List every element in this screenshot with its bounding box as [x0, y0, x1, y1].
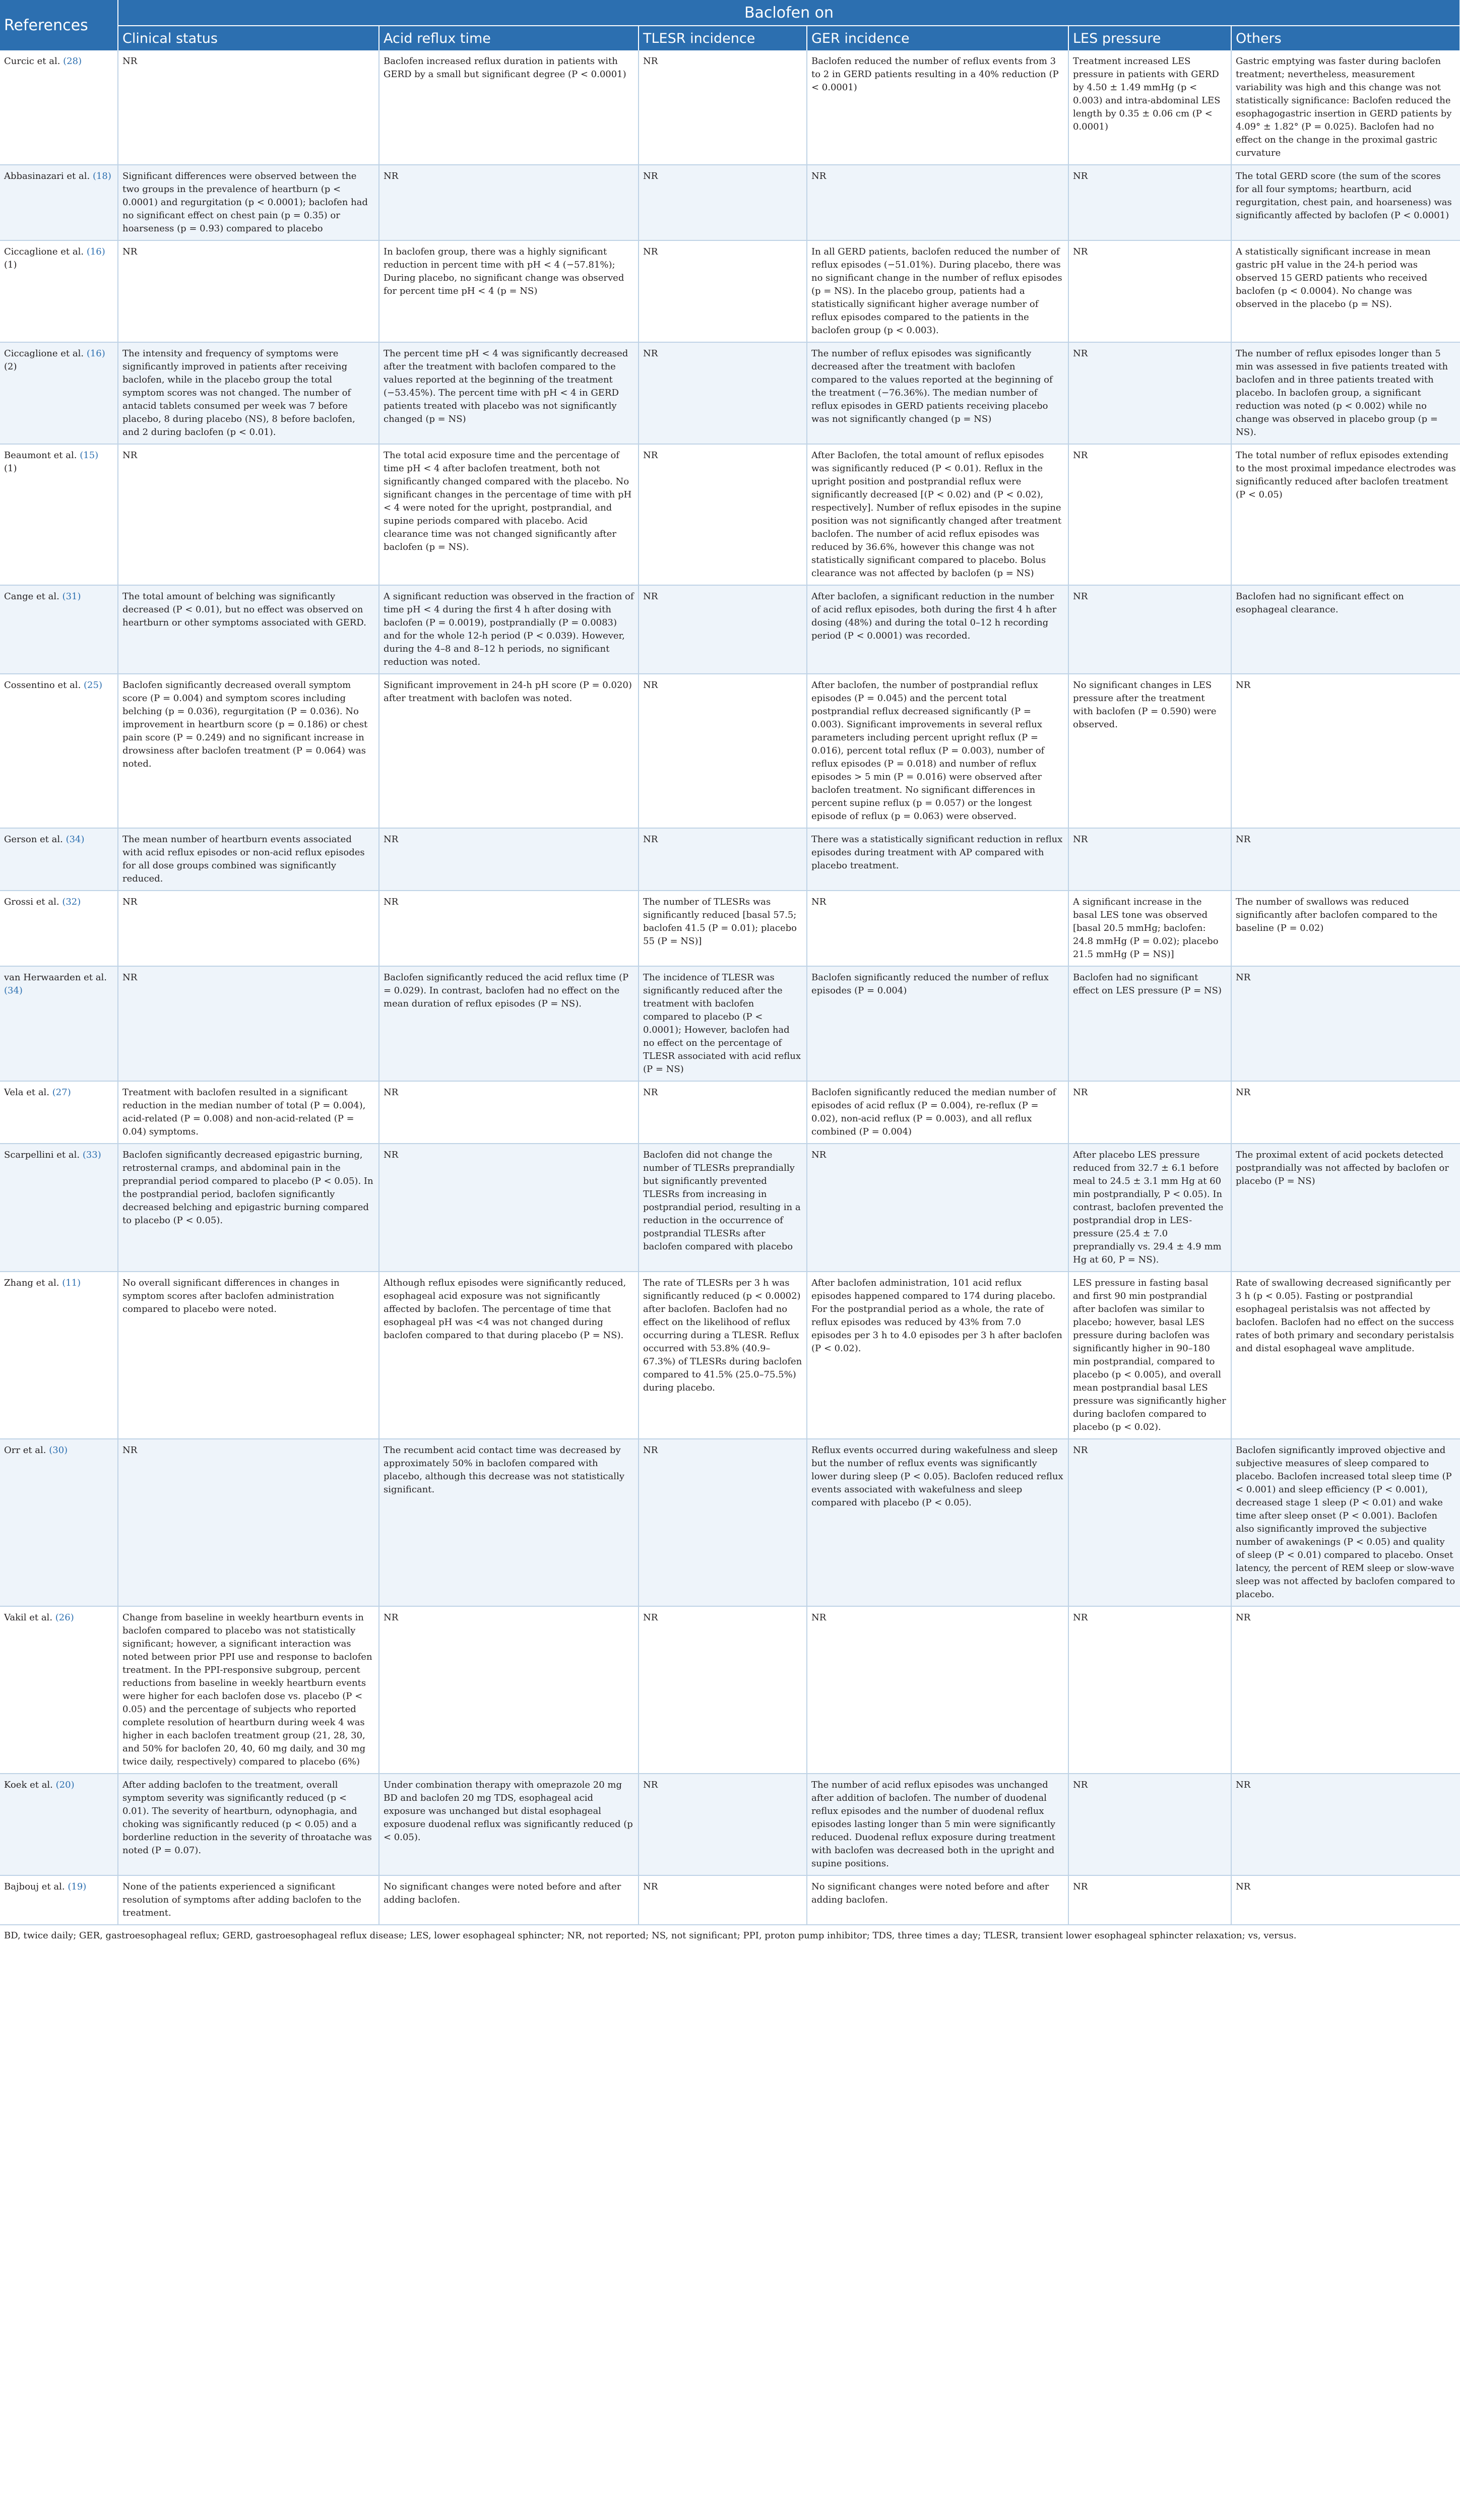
cell-acid-reflux-time: A significant reduction was observed in the fraction of time pH < 4 during the first 4 h after dosing with baclofen (P = 0.0019), postprandially (P = 0.0083) and for the whole 12-h period (P < 0.039). However, during the 4–8 and 8–12 h periods, no significant reduction was noted. [379, 585, 639, 674]
reference-citation-link[interactable]: (19) [68, 1881, 87, 1892]
cell-tlesr-incidence: NR [639, 1606, 807, 1774]
reference-citation-link[interactable]: (16) [86, 246, 105, 257]
reference-citation-link[interactable]: (25) [84, 680, 102, 690]
reference-citation-link[interactable]: (27) [52, 1087, 71, 1098]
cell-clinical-status: NR [118, 50, 379, 165]
cell-ger-incidence: The number of reflux episodes was significantly decreased after the treatment with baclofen compared to the values reported at the beginning of the treatment (−76.36%). The median number of reflux episodes in GERD patients receiving placebo was not significantly changed (p = NS) [807, 342, 1068, 444]
reference-cell [0, 240, 118, 342]
cell-others: A statistically significant increase in mean gastric pH value in the 24-h period was observed 15 GERD patients who received baclofen (p < 0.0004). No change was observed in the placebo (p = NS). [1231, 240, 1460, 342]
reference-author: Grossi et al. [4, 897, 59, 907]
reference-author: Abbasinazari et al. [4, 171, 90, 181]
reference-cell [0, 50, 118, 165]
table-row [0, 891, 1460, 966]
cell-clinical-status: The total amount of belching was significantly decreased (P < 0.01), but no effect was observed on heartburn or other symptoms associated with GERD. [118, 585, 379, 674]
column-header-les-pressure: LES pressure [1068, 26, 1231, 50]
column-header-clinical-status: Clinical status [118, 26, 379, 50]
cell-les-pressure: NR [1068, 240, 1231, 342]
cell-tlesr-incidence: NR [639, 1875, 807, 1925]
reference-author: Ciccaglione et al. [4, 246, 84, 257]
cell-ger-incidence: Baclofen significantly reduced the number of reflux episodes (P = 0.004) [807, 966, 1068, 1081]
cell-acid-reflux-time: NR [379, 1081, 639, 1144]
reference-cell [0, 1081, 118, 1144]
cell-tlesr-incidence: NR [639, 50, 807, 165]
cell-tlesr-incidence: The number of TLESRs was significantly reduced [basal 57.5; baclofen 41.5 (P = 0.01); placebo 55 (P = NS)] [639, 891, 807, 966]
cell-others: Baclofen significantly improved objective and subjective measures of sleep compared to placebo. Baclofen increased total sleep time (P < 0.001) and sleep efficiency (P < 0.001), decreased stage 1 sleep (P < 0.01) and wake time after sleep onset (P < 0.001). Baclofen also significantly improved the subjective number of awakenings (P < 0.05) and quality of sleep (P < 0.01) compared to placebo. Onset latency, the percent of REM sleep or slow-wave sleep was not affected by baclofen compared to placebo. [1231, 1439, 1460, 1606]
cell-tlesr-incidence: NR [639, 165, 807, 240]
cell-acid-reflux-time: Baclofen significantly reduced the acid reflux time (P = 0.029). In contrast, baclofen had no effect on the mean duration of reflux episodes (P = NS). [379, 966, 639, 1081]
cell-ger-incidence: In all GERD patients, baclofen reduced the number of reflux episodes (−51.01%). During placebo, there was no significant change in the number of reflux episodes (p = NS). In the placebo group, patients had a statistically significant higher average number of reflux episodes compared to the patients in the baclofen group (p < 0.003). [807, 240, 1068, 342]
reference-citation-link[interactable]: (32) [62, 897, 81, 907]
reference-citation-link[interactable]: (30) [49, 1445, 68, 1456]
reference-author: Gerson et al. [4, 834, 63, 845]
reference-citation-link[interactable]: (20) [55, 1780, 75, 1790]
cell-others: NR [1231, 966, 1460, 1081]
reference-citation-link[interactable]: (16) [86, 348, 105, 359]
cell-acid-reflux-time: Baclofen increased reflux duration in patients with GERD by a small but significant degree (P < 0.0001) [379, 50, 639, 165]
cell-others: NR [1231, 1606, 1460, 1774]
cell-tlesr-incidence: NR [639, 1081, 807, 1144]
cell-acid-reflux-time: NR [379, 828, 639, 891]
reference-citation-link[interactable]: (26) [55, 1612, 74, 1623]
cell-acid-reflux-time: The total acid exposure time and the percentage of time pH < 4 after baclofen treatment, both not significantly changed compared with the placebo. No significant changes in the percentage of time with pH < 4 were noted for the upright, postprandial, and supine periods compared with placebo. Acid clearance time was not changed significantly after baclofen (p = NS). [379, 444, 639, 585]
table-row [0, 342, 1460, 444]
cell-others: NR [1231, 1774, 1460, 1875]
table-row [0, 165, 1460, 240]
cell-acid-reflux-time: Under combination therapy with omeprazole 20 mg BD and baclofen 20 mg TDS, esophageal acid exposure was unchanged but distal esophageal exposure duodenal reflux was significantly reduced (p < 0.05). [379, 1774, 639, 1875]
cell-les-pressure: NR [1068, 1875, 1231, 1925]
cell-clinical-status: None of the patients experienced a significant resolution of symptoms after adding baclofen to the treatment. [118, 1875, 379, 1925]
cell-clinical-status: No overall significant differences in changes in symptom scores after baclofen administration compared to placebo were noted. [118, 1272, 379, 1439]
cell-clinical-status: Significant differences were observed between the two groups in the prevalence of heartburn (p < 0.0001) and regurgitation (p < 0.0001); baclofen had no significant effect on chest pain (p = 0.35) or hoarseness (p = 0.93) compared to placebo [118, 165, 379, 240]
reference-suffix: (1) [4, 463, 17, 474]
cell-acid-reflux-time: In baclofen group, there was a highly significant reduction in percent time with pH < 4 (−57.81%); During placebo, no significant change was observed for percent time pH < 4 (p = NS) [379, 240, 639, 342]
column-header-references: References [0, 0, 118, 50]
cell-ger-incidence: NR [807, 891, 1068, 966]
cell-others: The number of reflux episodes longer than 5 min was assessed in five patients treated with baclofen and in three patients treated with placebo. In baclofen group, a significant reduction was noted (p < 0.002) while no change was observed in placebo group (p = NS). [1231, 342, 1460, 444]
cell-ger-incidence: After baclofen, a significant reduction in the number of acid reflux episodes, both during the first 4 h after dosing (48%) and during the total 0–12 h recording period (P < 0.0001) was recorded. [807, 585, 1068, 674]
table-row [0, 585, 1460, 674]
table-row [0, 1774, 1460, 1875]
cell-clinical-status: Change from baseline in weekly heartburn events in baclofen compared to placebo was not statistically significant; however, a significant interaction was noted between prior PPI use and response to baclofen treatment. In the PPI-responsive subgroup, percent reductions from baseline in weekly heartburn events were higher for each baclofen dose vs. placebo (P < 0.05) and the percentage of subjects who reported complete resolution of heartburn during week 4 was higher in each baclofen treatment group (21, 28, 30, and 50% for baclofen 20, 40, 60 mg daily, and 30 mg twice daily, respectively) compared to placebo (6%) [118, 1606, 379, 1774]
reference-author: van Herwaarden et al. [4, 972, 107, 983]
table-row [0, 240, 1460, 342]
cell-others: The number of swallows was reduced significantly after baclofen compared to the baseline (P = 0.02) [1231, 891, 1460, 966]
cell-tlesr-incidence: NR [639, 585, 807, 674]
cell-ger-incidence: Reflux events occurred during wakefulness and sleep but the number of reflux events was significantly lower during sleep (P < 0.05). Baclofen reduced reflux events associated with wakefulness and sleep compared with placebo (P < 0.05). [807, 1439, 1068, 1606]
reference-citation-link[interactable]: (15) [80, 450, 99, 461]
cell-ger-incidence: Baclofen reduced the number of reflux events from 3 to 2 in GERD patients resulting in a 40% reduction (P < 0.0001) [807, 50, 1068, 165]
table-header [0, 0, 1460, 50]
cell-others: The total GERD score (the sum of the scores for all four symptoms; heartburn, acid regurgitation, chest pain, and hoarseness) was significantly affected by baclofen (P < 0.0001) [1231, 165, 1460, 240]
cell-tlesr-incidence: Baclofen did not change the number of TLESRs preprandially but significantly prevented TLESRs from increasing in postprandial period, resulting in a reduction in the occurrence of postprandial TLESRs after baclofen compared with placebo [639, 1144, 807, 1272]
cell-les-pressure: NR [1068, 165, 1231, 240]
cell-tlesr-incidence: NR [639, 342, 807, 444]
cell-tlesr-incidence: NR [639, 1439, 807, 1606]
cell-tlesr-incidence: The incidence of TLESR was significantly reduced after the treatment with baclofen compared to placebo (P < 0.0001); However, baclofen had no effect on the percentage of TLESR associated with acid reflux (P = NS) [639, 966, 807, 1081]
reference-citation-link[interactable]: (11) [62, 1278, 81, 1288]
cell-others: NR [1231, 828, 1460, 891]
reference-author: Bajbouj et al. [4, 1881, 65, 1892]
cell-les-pressure: NR [1068, 1774, 1231, 1875]
cell-acid-reflux-time: The recumbent acid contact time was decreased by approximately 50% in baclofen compared with placebo, although this decrease was not statistically significant. [379, 1439, 639, 1606]
cell-others: NR [1231, 1081, 1460, 1144]
cell-clinical-status: NR [118, 966, 379, 1081]
reference-author: Curcic et al. [4, 56, 60, 67]
cell-acid-reflux-time: NR [379, 891, 639, 966]
cell-ger-incidence: After baclofen administration, 101 acid reflux episodes happened compared to 174 during placebo. For the postprandial period as a whole, the rate of reflux episodes was reduced by 43% from 7.0 episodes per 3 h to 4.0 episodes per 3 h after baclofen (P < 0.02). [807, 1272, 1068, 1439]
reference-cell [0, 585, 118, 674]
cell-les-pressure: NR [1068, 1439, 1231, 1606]
cell-ger-incidence: NR [807, 1144, 1068, 1272]
reference-citation-link[interactable]: (34) [66, 834, 85, 845]
cell-others: NR [1231, 1875, 1460, 1925]
cell-acid-reflux-time: NR [379, 1144, 639, 1272]
reference-cell [0, 1144, 118, 1272]
cell-ger-incidence: NR [807, 1606, 1068, 1774]
table-row [0, 1144, 1460, 1272]
cell-others: Gastric emptying was faster during baclofen treatment; nevertheless, measurement variability was high and this change was not statistically significance: Baclofen reduced the esophagogastric insertion in GERD patients by 4.09° ± 1.82° (P = 0.025). Baclofen had no effect on the change in the proximal gastric curvature [1231, 50, 1460, 165]
cell-clinical-status: The mean number of heartburn events associated with acid reflux episodes or non-acid reflux episodes for all dose groups combined was significantly reduced. [118, 828, 379, 891]
cell-others: Baclofen had no significant effect on esophageal clearance. [1231, 585, 1460, 674]
reference-author: Scarpellini et al. [4, 1150, 80, 1160]
reference-author: Beaumont et al. [4, 450, 77, 461]
cell-les-pressure: LES pressure in fasting basal and first 90 min postprandial after baclofen was similar to placebo; however, basal LES pressure during baclofen was significantly higher in 90–180 min postprandial, compared to placebo (p < 0.005), and overall mean postprandial basal LES pressure was significantly higher during baclofen compared to placebo (p < 0.02). [1068, 1272, 1231, 1439]
reference-cell [0, 966, 118, 1081]
cell-others: Rate of swallowing decreased significantly per 3 h (p < 0.05). Fasting or postprandial esophageal peristalsis was not affected by baclofen. Baclofen had no effect on the success rates of both primary and secondary peristalsis and distal esophageal wave amplitude. [1231, 1272, 1460, 1439]
column-header-ger-incidence: GER incidence [807, 26, 1068, 50]
cell-others: The proximal extent of acid pockets detected postprandially was not affected by baclofen or placebo (P = NS) [1231, 1144, 1460, 1272]
cell-ger-incidence: There was a statistically significant reduction in reflux episodes during treatment with AP compared with placebo treatment. [807, 828, 1068, 891]
table-row [0, 828, 1460, 891]
reference-cell [0, 165, 118, 240]
cell-les-pressure: No significant changes in LES pressure after the treatment with baclofen (P = 0.590) were observed. [1068, 674, 1231, 828]
cell-tlesr-incidence: NR [639, 240, 807, 342]
table-row [0, 444, 1460, 585]
reference-author: Koek et al. [4, 1780, 53, 1790]
cell-clinical-status: NR [118, 891, 379, 966]
cell-ger-incidence: NR [807, 165, 1068, 240]
reference-cell [0, 891, 118, 966]
cell-les-pressure: NR [1068, 1606, 1231, 1774]
cell-ger-incidence: The number of acid reflux episodes was unchanged after addition of baclofen. The number of duodenal reflux episodes and the number of duodenal reflux episodes lasting longer than 5 min were significantly reduced. Duodenal reflux exposure during treatment with baclofen was decreased both in the upright and supine positions. [807, 1774, 1068, 1875]
cell-les-pressure: NR [1068, 828, 1231, 891]
reference-author: Zhang et al. [4, 1278, 59, 1288]
reference-citation-link[interactable]: (18) [92, 171, 111, 181]
reference-author: Vela et al. [4, 1087, 50, 1098]
reference-cell [0, 342, 118, 444]
cell-others: The total number of reflux episodes extending to the most proximal impedance electrodes was significantly reduced after baclofen treatment (P < 0.05) [1231, 444, 1460, 585]
cell-ger-incidence: After Baclofen, the total amount of reflux episodes was significantly reduced (P < 0.01). Reflux in the upright position and postprandial reflux were significantly decreased [(P < 0.02) and (P < 0.02), respectively]. Number of reflux episodes in the supine position was not significantly changed after treatment baclofen. The number of acid reflux episodes was reduced by 36.6%, however this change was not statistically significant compared to placebo. Bolus clearance was not affected by baclofen (p = NS) [807, 444, 1068, 585]
cell-acid-reflux-time: NR [379, 1606, 639, 1774]
cell-acid-reflux-time: NR [379, 165, 639, 240]
table-row [0, 50, 1460, 165]
reference-author: Ciccaglione et al. [4, 348, 84, 359]
cell-les-pressure: NR [1068, 585, 1231, 674]
group-header-baclofen-on: Baclofen on [118, 0, 1460, 26]
cell-tlesr-incidence: NR [639, 444, 807, 585]
reference-cell [0, 828, 118, 891]
column-header-others: Others [1231, 26, 1460, 50]
reference-suffix: (1) [4, 260, 17, 270]
cell-clinical-status: Treatment with baclofen resulted in a significant reduction in the median number of total (P = 0.004), acid-related (P = 0.008) and non-acid-related (P = 0.04) symptoms. [118, 1081, 379, 1144]
table-row [0, 1875, 1460, 1925]
reference-cell [0, 1606, 118, 1774]
reference-author: Cange et al. [4, 591, 59, 602]
cell-clinical-status: Baclofen significantly decreased overall symptom score (P = 0.004) and symptom scores including belching (p = 0.036), regurgitation (P = 0.036). No improvement in heartburn score (p = 0.186) or chest pain score (P = 0.249) and no significant increase in drowsiness after baclofen treatment (P = 0.064) was noted. [118, 674, 379, 828]
cell-les-pressure: After placebo LES pressure reduced from 32.7 ± 6.1 before meal to 24.5 ± 3.1 mm Hg at 60 min postprandially, P < 0.05). In contrast, baclofen prevented the postprandial drop in LES-pressure (25.4 ± 7.0 preprandially vs. 29.4 ± 4.9 mm Hg at 60, P = NS). [1068, 1144, 1231, 1272]
table-row [0, 966, 1460, 1081]
cell-tlesr-incidence: NR [639, 674, 807, 828]
reference-citation-link[interactable]: (28) [63, 56, 82, 67]
cell-les-pressure: NR [1068, 444, 1231, 585]
reference-citation-link[interactable]: (31) [62, 591, 81, 602]
reference-author: Cossentino et al. [4, 680, 81, 690]
reference-cell [0, 444, 118, 585]
table-row [0, 1439, 1460, 1606]
cell-les-pressure: A significant increase in the basal LES tone was observed [basal 20.5 mmHg; baclofen: 24.8 mmHg (P = 0.02); placebo 21.5 mmHg (P = NS)] [1068, 891, 1231, 966]
cell-tlesr-incidence: NR [639, 828, 807, 891]
cell-clinical-status: Baclofen significantly decreased epigastric burning, retrosternal cramps, and abdominal pain in the preprandial period compared to placebo (P < 0.05). In the postprandial period, baclofen significantly decreased belching and epigastric burning compared to placebo (P < 0.05). [118, 1144, 379, 1272]
cell-clinical-status: The intensity and frequency of symptoms were significantly improved in patients after receiving baclofen, while in the placebo group the total symptom scores was not changed. The number of antacid tablets consumed per week was 7 before placebo, 8 during placebo (NS), 8 before baclofen, and 2 during baclofen (p < 0.01). [118, 342, 379, 444]
cell-tlesr-incidence: The rate of TLESRs per 3 h was significantly reduced (p < 0.0002) after baclofen. Baclofen had no effect on the likelihood of reflux occurring during a TLESR. Reflux occurred with 53.8% (40.9–67.3%) of TLESRs during baclofen compared to 41.5% (25.0–75.5%) during placebo. [639, 1272, 807, 1439]
table-row [0, 674, 1460, 828]
table-row [0, 1081, 1460, 1144]
cell-les-pressure: NR [1068, 342, 1231, 444]
cell-clinical-status: NR [118, 240, 379, 342]
table-body [0, 50, 1460, 1925]
reference-citation-link[interactable]: (34) [4, 985, 23, 996]
cell-acid-reflux-time: Significant improvement in 24-h pH score (P = 0.020) after treatment with baclofen was noted. [379, 674, 639, 828]
cell-ger-incidence: Baclofen significantly reduced the median number of episodes of acid reflux (P = 0.004), re-reflux (P = 0.02), non-acid reflux (P = 0.003), and all reflux combined (P = 0.004) [807, 1081, 1068, 1144]
table-row [0, 1272, 1460, 1439]
column-header-tlesr-incidence: TLESR incidence [639, 26, 807, 50]
reference-cell [0, 1439, 118, 1606]
cell-acid-reflux-time: The percent time pH < 4 was significantly decreased after the treatment with baclofen compared to the values reported at the beginning of the treatment (−53.45%). The percent time with pH < 4 in GERD patients treated with placebo was not significantly changed (p = NS) [379, 342, 639, 444]
cell-others: NR [1231, 674, 1460, 828]
reference-author: Vakil et al. [4, 1612, 53, 1623]
cell-acid-reflux-time: No significant changes were noted before and after adding baclofen. [379, 1875, 639, 1925]
cell-clinical-status: After adding baclofen to the treatment, overall symptom severity was significantly reduced (p < 0.01). The severity of heartburn, odynophagia, and choking was significantly reduced (p < 0.05) and a borderline reduction in the severity of throatache was noted (P = 0.07). [118, 1774, 379, 1875]
cell-les-pressure: NR [1068, 1081, 1231, 1144]
reference-suffix: (2) [4, 361, 17, 372]
cell-acid-reflux-time: Although reflux episodes were significantly reduced, esophageal acid exposure was not significantly affected by baclofen. The percentage of time that esophageal pH was <4 was not changed during baclofen compared to that during placebo (P = NS). [379, 1272, 639, 1439]
cell-ger-incidence: After baclofen, the number of postprandial reflux episodes (P = 0.045) and the percent total postprandial reflux decreased significantly (P = 0.003). Significant improvements in several reflux parameters including percent upright reflux (P = 0.016), percent total reflux (P = 0.003), number of reflux episodes (P = 0.018) and number of reflux episodes > 5 min (P = 0.016) were observed after baclofen treatment. No significant differences in percent supine reflux (p = 0.057) or the longest episode of reflux (p = 0.063) were observed. [807, 674, 1068, 828]
cell-tlesr-incidence: NR [639, 1774, 807, 1875]
reference-cell [0, 1774, 118, 1875]
cell-les-pressure: Baclofen had no significant effect on LES pressure (P = NS) [1068, 966, 1231, 1081]
table-footnote: BD, twice daily; GER, gastroesophageal reflux; GERD, gastroesophageal reflux disease; LES, lower esophageal sphincter; NR, not reported; NS, not significant; PPI, proton pump inhibitor; TDS, three times a day; TLESR, transient lower esophageal sphincter relaxation; vs, versus. [4, 1930, 1297, 1941]
reference-citation-link[interactable]: (33) [82, 1150, 101, 1160]
cell-clinical-status: NR [118, 444, 379, 585]
reference-cell [0, 674, 118, 828]
table-row [0, 1606, 1460, 1774]
cell-ger-incidence: No significant changes were noted before and after adding baclofen. [807, 1875, 1068, 1925]
reference-cell [0, 1272, 118, 1439]
column-header-acid-reflux-time: Acid reflux time [379, 26, 639, 50]
reference-author: Orr et al. [4, 1445, 46, 1456]
cell-clinical-status: NR [118, 1439, 379, 1606]
cell-les-pressure: Treatment increased LES pressure in patients with GERD by 4.50 ± 1.49 mmHg (p < 0.003) and intra-abdominal LES length by 0.35 ± 0.06 cm (P < 0.0001) [1068, 50, 1231, 165]
reference-cell [0, 1875, 118, 1925]
